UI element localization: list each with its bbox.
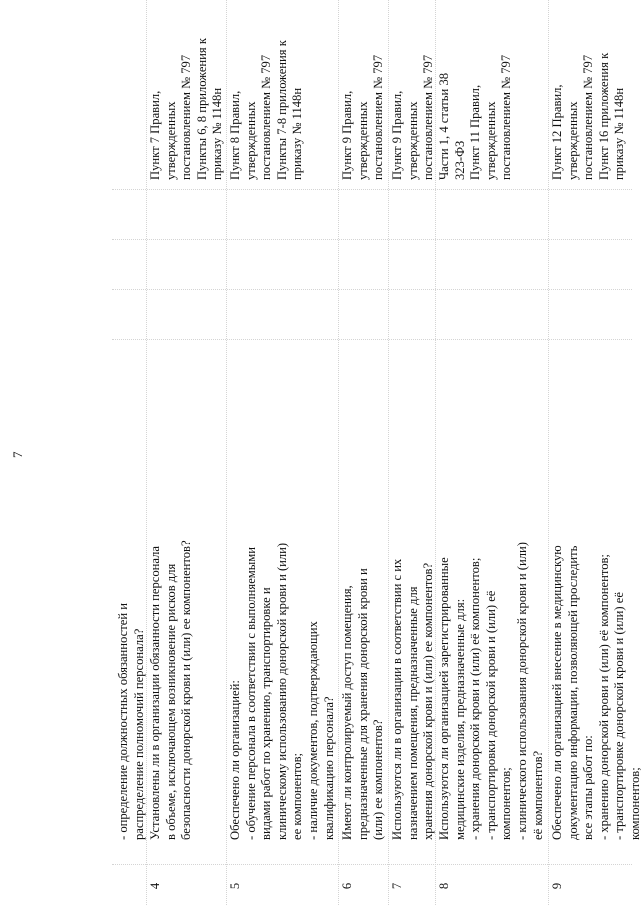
- legal-reference: [340, 10, 387, 180]
- reference-line: утвержденных: [355, 101, 370, 180]
- column-rule: [112, 289, 632, 290]
- question-line: Используются ли организацией зарегистрированные: [437, 557, 451, 840]
- question-line: - хранения донорской крови и (или) её компонентов;: [468, 557, 483, 840]
- reference-line: постановлением № 797: [421, 54, 436, 180]
- reference-line: Пункт 12 Правил,: [550, 84, 564, 180]
- question-line: предназначенные для хранения донорской крови и: [355, 568, 370, 840]
- reference-line: Пункт 9 Правил,: [340, 90, 354, 180]
- question-line: компонентов;: [627, 767, 642, 840]
- question-line: - хранению донорской крови и (или) её компонентов;: [596, 554, 611, 840]
- question-line: в объеме, исключающем возникновение рисков для: [163, 563, 178, 840]
- reference-line: утвержденных: [243, 101, 258, 180]
- reference-line: Пункт 11 Правил,: [468, 84, 483, 180]
- requirement-question: [340, 380, 387, 840]
- question-line: Обеспечено ли организацией:: [228, 680, 242, 840]
- reference-line: приказу № 1148н: [612, 87, 627, 180]
- question-line: её компонентов?: [530, 750, 545, 840]
- question-line: документацию информации, позволяющей проследить: [565, 545, 580, 840]
- reference-line: Части 1, 4 статьи 38: [437, 72, 451, 180]
- column-rule: [112, 339, 632, 340]
- row-number: 7: [390, 882, 404, 890]
- legal-reference: [148, 10, 226, 180]
- reference-line: Пункт 8 Правил,: [228, 90, 242, 180]
- question-line: хранения донорской крови и (или) ее компонентов?: [421, 562, 436, 840]
- row-rule: [226, 0, 227, 905]
- row-rule: [548, 0, 549, 905]
- question-line: видами работ по хранению, транспортировке и: [259, 587, 274, 840]
- requirement-question: [148, 380, 195, 840]
- row-number: 6: [340, 882, 354, 890]
- reference-line: постановлением № 797: [371, 54, 386, 180]
- question-line: - транспортировке донорской крови и (или) её: [612, 592, 627, 840]
- requirement-question: [550, 380, 644, 840]
- reference-line: утвержденных: [405, 101, 420, 180]
- question-line: безопасности донорской крови и (или) ее компонентов?: [179, 540, 194, 840]
- question-line: квалификацию персонала?: [321, 696, 336, 840]
- requirement-question: [116, 380, 147, 840]
- legal-reference: [437, 10, 515, 180]
- question-line: - обучение персонала в соответствии с выполняемыми: [243, 547, 258, 840]
- question-line: компонентов;: [499, 767, 514, 840]
- question-line: Обеспечено ли организацией внесение в медицинскую: [550, 545, 564, 840]
- reference-line: утвержденных: [483, 101, 498, 180]
- row-number: 4: [148, 882, 162, 890]
- reference-line: приказу № 1148н: [210, 87, 225, 180]
- row-number: 9: [550, 882, 564, 890]
- row-number: 8: [437, 882, 451, 890]
- reference-line: Пункты 7-8 приложения к: [274, 40, 289, 180]
- question-line: Используются ли в организации в соответствии с их: [390, 558, 404, 840]
- page-number: 7: [10, 451, 25, 458]
- question-line: Имеют ли контролируемый доступ помещения,: [340, 585, 354, 840]
- question-line: медицинские изделия, предназначенные для:: [452, 598, 467, 840]
- legal-reference: [550, 10, 628, 180]
- question-line: - определение должностных обязанностей и: [116, 603, 130, 840]
- question-line: распределение полномочий персонала?: [131, 628, 146, 840]
- question-line: все этапы работ по:: [581, 735, 596, 840]
- legal-reference: [390, 10, 437, 180]
- reference-line: 323-ФЗ: [452, 140, 467, 180]
- column-rule: [112, 189, 632, 190]
- reference-line: приказу № 1148н: [290, 87, 305, 180]
- question-line: назначением помещения, предназначенные для: [405, 586, 420, 840]
- requirement-question: [390, 380, 437, 840]
- row-rule: [388, 0, 389, 905]
- reference-line: Пункт 7 Правил,: [148, 90, 162, 180]
- question-line: - транспортировки донорской крови и (или) её: [483, 590, 498, 840]
- question-line: - клинического использования донорской крови и (или): [514, 542, 529, 840]
- requirement-question: [437, 380, 546, 840]
- question-line: - наличие документов, подтверждающих: [305, 621, 320, 840]
- question-line: Установлены ли в организации обязанности персонала: [148, 546, 162, 840]
- question-line: ее компонентов;: [290, 752, 305, 840]
- reference-line: утвержденных: [565, 101, 580, 180]
- requirement-question: [228, 380, 337, 840]
- reference-line: утвержденных: [163, 101, 178, 180]
- question-line: клиническому использованию донорской крови и (или): [274, 542, 289, 840]
- reference-line: постановлением № 797: [179, 54, 194, 180]
- column-rule: [112, 864, 632, 865]
- row-number: 5: [228, 882, 242, 890]
- column-rule: [112, 239, 632, 240]
- reference-line: постановлением № 797: [259, 54, 274, 180]
- row-rule: [338, 0, 339, 905]
- reference-line: постановлением № 797: [499, 54, 514, 180]
- reference-line: Пункт 9 Правил,: [390, 90, 404, 180]
- legal-reference: [228, 10, 306, 180]
- reference-line: постановлением № 797: [581, 54, 596, 180]
- reference-line: Пункт 16 приложения к: [596, 52, 611, 180]
- reference-line: Пункты 6, 8 приложения к: [194, 38, 209, 180]
- question-line: (или) ее компонентов?: [371, 719, 386, 840]
